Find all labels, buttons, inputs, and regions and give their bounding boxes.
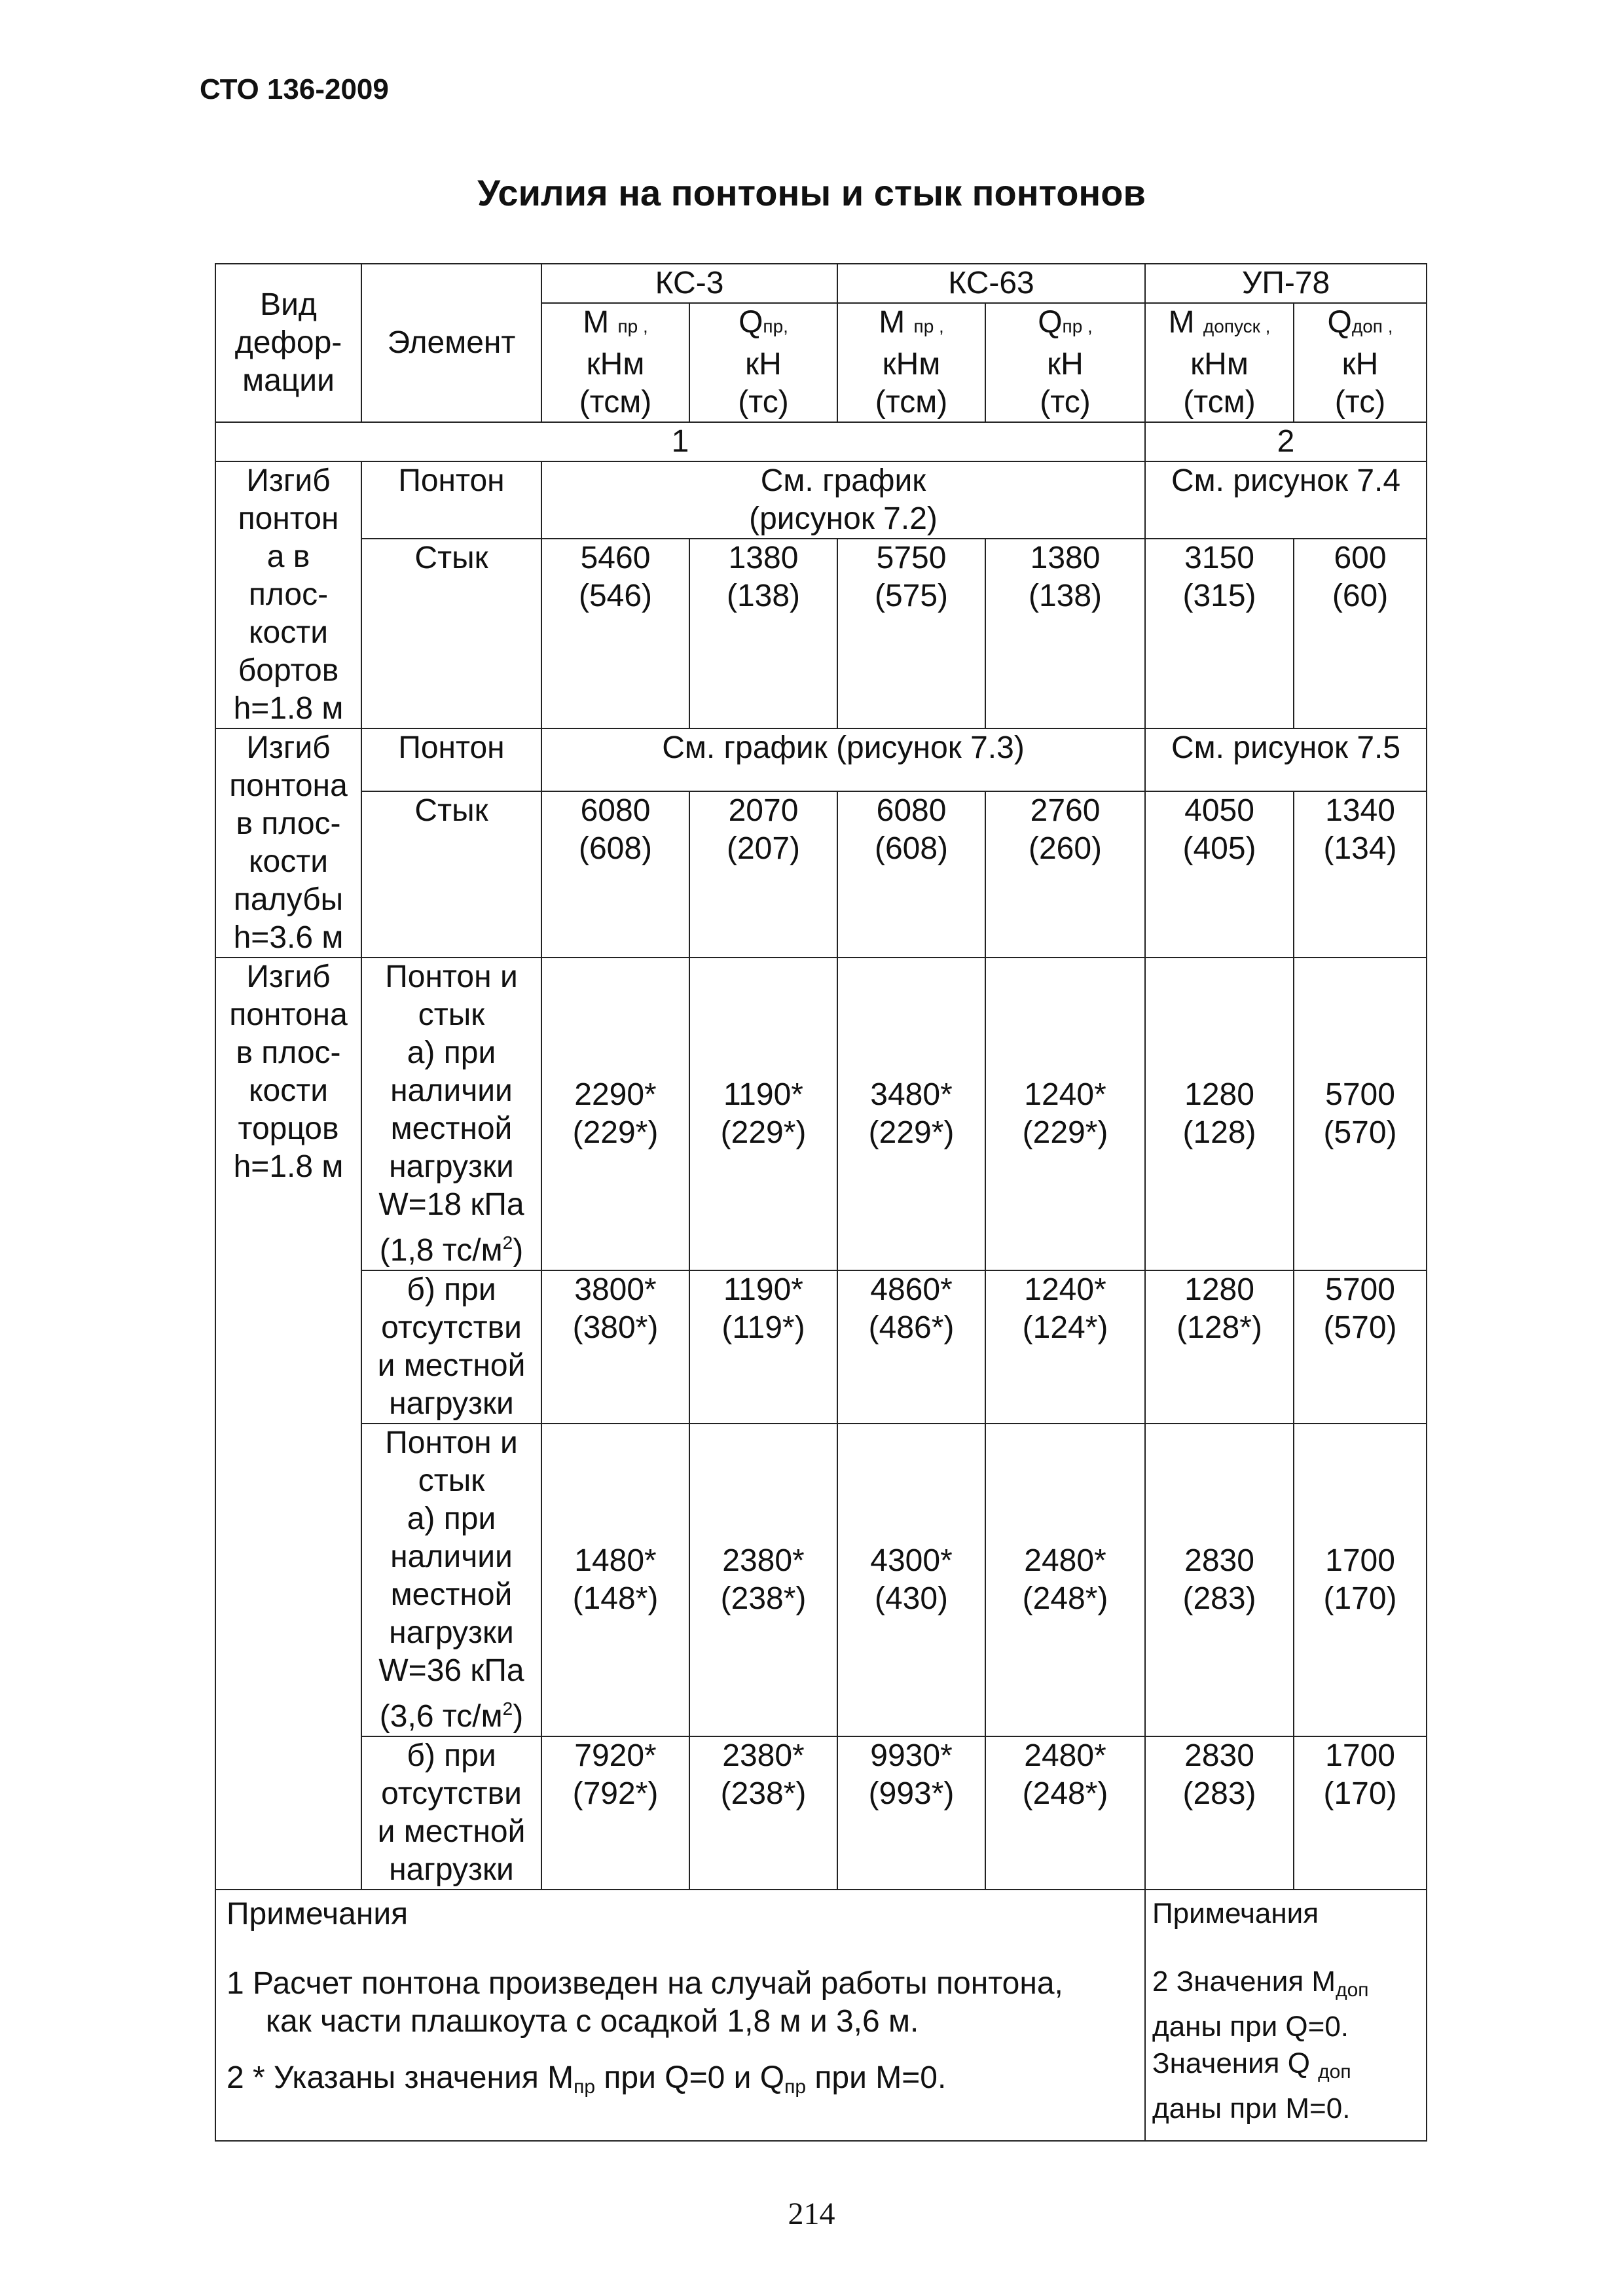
value-cell: 600 (60) (1294, 539, 1427, 728)
value-cell: 3150 (315) (1145, 539, 1294, 728)
value-cell: 6080 (608) (541, 791, 689, 958)
element-no-load: б) при отсутстви и местной нагрузки (361, 1736, 541, 1890)
header-deformation-type: Вид дефор- мации (215, 264, 361, 422)
value-cell: 5700 (570) (1294, 958, 1427, 1270)
value-cell: 1240* (124*) (985, 1270, 1145, 1424)
value-cell: 6080 (608) (837, 791, 985, 958)
value-cell: 9930* (993*) (837, 1736, 985, 1890)
value-cell: 2830 (283) (1145, 1424, 1294, 1736)
element-ponton-joint-load-36: Понтон и стык а) при наличии местной нагрузки W=36 кПа (3,6 $тс/м^2$) (361, 1424, 541, 1736)
header-group-ks63: КС-63 (837, 264, 1145, 303)
value-cell: 1190* (119*) (689, 1270, 837, 1424)
element-ponton: Понтон (361, 728, 541, 791)
value-cell: 1700 (170) (1294, 1736, 1427, 1890)
note-1: 1 Расчет понтона произведен на случай работы понтона, (227, 1966, 1063, 2001)
header-m-ks3: М пр , кНм (тсм) (541, 303, 689, 422)
value-cell: 1700 (170) (1294, 1424, 1427, 1736)
header-m-ks63: М пр , кНм (тсм) (837, 303, 985, 422)
value-cell: 2480* (248*) (985, 1424, 1145, 1736)
value-cell: 4050 (405) (1145, 791, 1294, 958)
value-cell: 5460 (546) (541, 539, 689, 728)
value-cell: 4300* (430) (837, 1424, 985, 1736)
notes-heading: Примечания (227, 1897, 409, 1931)
value-cell: 1280 (128*) (1145, 1270, 1294, 1424)
header-q-up78: Qдоп , кН (тс) (1294, 303, 1427, 422)
header-q-ks63: Qпр , кН (тс) (985, 303, 1145, 422)
page-number: 214 (788, 2197, 835, 2231)
header-element: Элемент (361, 264, 541, 422)
value-cell: 3480* (229*) (837, 958, 985, 1270)
element-joint: Стык (361, 539, 541, 728)
value-cell: 1340 (134) (1294, 791, 1427, 958)
value-cell: 2380* (238*) (689, 1424, 837, 1736)
element-no-load: б) при отсутстви и местной нагрузки (361, 1270, 541, 1424)
ponton-figure-ref: См. рисунок 7.4 (1145, 461, 1427, 539)
element-ponton-joint-load-18: Понтон и стык а) при наличии местной нагрузки W=18 кПа (1,8 $тс/м^2$) (361, 958, 541, 1270)
note-1-cont: как части плашкоута с осадкой 1,8 м и 3,6 м. (266, 2004, 919, 2039)
note-2: 2 * Указаны значения $М_{пр}$ при Q=0 и $Q_{пр}$ при М=0. (227, 2060, 947, 2098)
value-cell: 5750 (575) (837, 539, 985, 728)
element-ponton: Понтон (361, 461, 541, 539)
forces-table (215, 263, 1427, 2142)
header-group-up78: УП-78 (1145, 264, 1427, 303)
header-group-ks3: КС-3 (541, 264, 837, 303)
value-cell: 2830 (283) (1145, 1736, 1294, 1890)
value-cell: 1380 (138) (689, 539, 837, 728)
ponton-graph-ref: См. график (рисунок 7.2) (541, 461, 1145, 539)
value-cell: 2480* (248*) (985, 1736, 1145, 1890)
page-title: Усилия на понтоны и стык понтонов (477, 172, 1146, 213)
notes-heading: Примечания (1152, 1897, 1319, 1929)
document-code: СТО 136-2009 (200, 73, 389, 105)
value-cell: 2290* (229*) (541, 958, 689, 1270)
section-number-1: 1 (215, 422, 1145, 461)
deformation-sides: Изгиб понтон а в плос- кости бортов h=1.8 м (215, 461, 361, 728)
notes-right: Примечания 2 Значения $М_{доп}$ даны при Q=0. Значения Q $_{доп}$ даны при М=0. (1145, 1890, 1427, 2141)
value-cell: 2380* (238*) (689, 1736, 837, 1890)
element-joint: Стык (361, 791, 541, 958)
value-cell: 1190* (229*) (689, 958, 837, 1270)
section-number-2: 2 (1145, 422, 1427, 461)
value-cell: 5700 (570) (1294, 1270, 1427, 1424)
value-cell: 2760 (260) (985, 791, 1145, 958)
value-cell: 7920* (792*) (541, 1736, 689, 1890)
header-m-up78: М допуск , кНм (тсм) (1145, 303, 1294, 422)
value-cell: 1380 (138) (985, 539, 1145, 728)
notes-left (215, 1890, 1145, 2141)
deformation-ends: Изгиб понтона в плос- кости торцов h=1.8 м (215, 958, 361, 1890)
value-cell: 1280 (128) (1145, 958, 1294, 1270)
header-q-ks3: Qпр, кН (тс) (689, 303, 837, 422)
ponton-figure-ref: См. рисунок 7.5 (1145, 728, 1427, 791)
value-cell: 4860* (486*) (837, 1270, 985, 1424)
ponton-graph-ref: См. график (рисунок 7.3) (541, 728, 1145, 791)
value-cell: 2070 (207) (689, 791, 837, 958)
value-cell: 3800* (380*) (541, 1270, 689, 1424)
deformation-deck: Изгиб понтона в плос- кости палубы h=3.6 м (215, 728, 361, 958)
value-cell: 1480* (148*) (541, 1424, 689, 1736)
value-cell: 1240* (229*) (985, 958, 1145, 1270)
